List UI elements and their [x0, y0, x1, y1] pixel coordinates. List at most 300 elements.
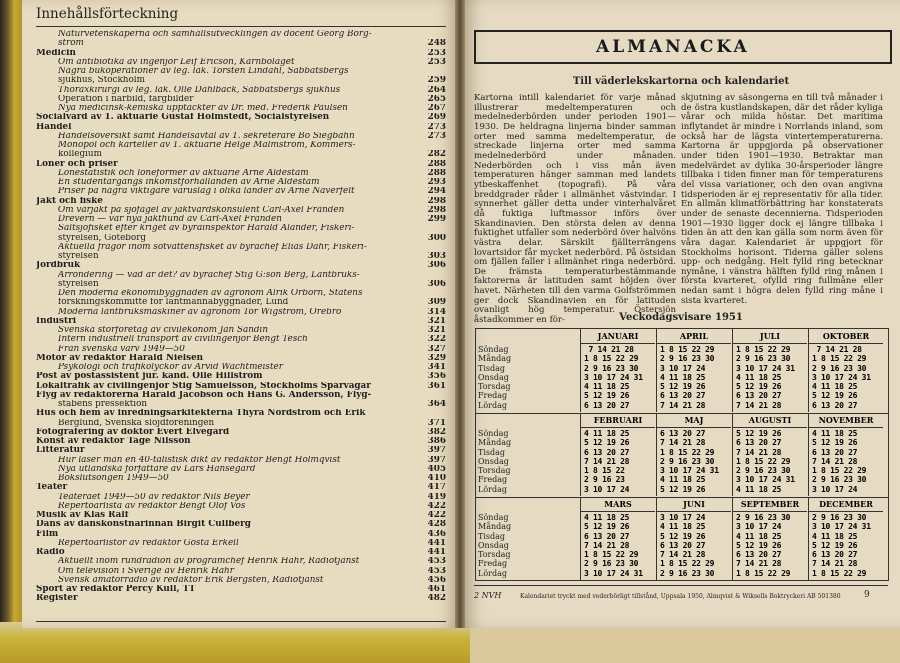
weekday-label: Fredag: [478, 391, 508, 401]
calendar-month: [732, 413, 807, 496]
toc-entry-page: 273: [427, 122, 446, 132]
toc-entry-page: 441: [427, 548, 446, 557]
weekday-label: Torsdag: [478, 550, 511, 560]
toc-entry-page: 329: [427, 353, 446, 363]
toc-entry-title: Medicin: [36, 48, 76, 58]
toc-entry-page: 422: [427, 501, 446, 511]
calendar-date-row: 4 11 18 25: [584, 382, 630, 392]
weekday-label: Lördag: [478, 400, 507, 410]
weekday-label: Måndag: [478, 438, 512, 448]
weekday-label: Söndag: [478, 345, 509, 354]
toc-entry-page: 309: [427, 298, 446, 308]
toc-entry-page: 356: [427, 372, 446, 382]
weekday-label: Tisdag: [478, 447, 506, 457]
calendar-month-dates: [581, 513, 655, 578]
almanac-text-column-1: Kartorna intill kalendariet för varje månad illustrerar medeltemperaturen och medelnederbörden under perioden 1901—1930. De heldragna linjerna binder samman orter med samma medeltemperatur, de streckade linjerna orter med samma medelnederbörd under månaden. Nederbörden och i viss mån även temperaturen hänger samman med landets ytbeskaffenhet (topografi). På våra breddgrader råder i allmänhet västvindar. I synnerhet gäller detta under vinterhalvåret då fuktiga luftmassor införs över Skandinavien. Den största delen av denna fuktighet utfaller som nederbörd över halvöns västra delar. Särskilt fjällterrängens lovartsidor får mycket nederbörd. På östsidan om fjällen faller i allmänhet ringa nederbörd. De främsta temperaturbestämmande faktorerna är latituden samt höjden över havet. Närheten till den varma Golfströmmen ger dock Skandinavien en för latituden ovanligt hög temperatur. Östersjön åstadkommer en för-: [474, 93, 676, 326]
toc-entry: [36, 280, 446, 289]
weekday-label: Lördag: [478, 484, 507, 494]
calendar-date-row: 5 12 19 26: [736, 540, 782, 550]
toc-entry-page: 417: [427, 483, 446, 493]
calendar-date-row: 3 10 17 24: [660, 363, 706, 373]
calendar-date-row: 4 11 18 25: [584, 513, 630, 522]
calendar-month: [580, 497, 655, 580]
calendar-date-row: 4 11 18 25: [812, 429, 858, 438]
toc-entry: [36, 483, 446, 492]
toc-entry-title: kollegium: [58, 150, 102, 160]
toc-entry-title: Berglund, Svenska slöjdföreningen: [58, 418, 215, 428]
toc-entry-title: Jakt och fiske: [36, 196, 103, 206]
toc-entry-page: 300: [427, 233, 446, 243]
toc-entry-page: 397: [427, 446, 446, 456]
calendar-date-row: 3 10 17 24: [736, 522, 782, 532]
calendar-date-row: 1 8 15 22 29: [812, 354, 867, 364]
toc-entry: [36, 335, 446, 344]
calendar-month: [808, 497, 883, 580]
toc-entry: [36, 160, 446, 169]
calendar-date-row: 1 8 15 22 29: [736, 345, 791, 354]
toc-entry: [36, 67, 446, 76]
footer-rule: [474, 585, 888, 586]
toc-entry-title: Några bukoperationer av leg. läk. Torsten Lindahl, Sabbatsbergs: [58, 67, 349, 76]
almanac-text-column-2: skjutning av säsongerna en till två månader i de östra kustlandskapen, där det råder kyliga vårar och milda höstar. Det maritima inflytandet är mindre i Norrlands inland, som också har de lägsta vintertemperaturerna. Kartorna är uppgjorda på observationer under tiden 1901—1930. Betraktar man medelvärdet av dylika 30-årsperioder längre tillbaka i tiden finner man för temperaturens del vissa variationer, och den ovan angivna tidsperioden är ej representativ för alla tider. En allmän klimatförbättring har konstaterats under de senaste decennierna. Tidsperioden 1901—1930 ligger dock ej längre tillbaka i tiden än att den kan gälla som norm även för våra dagar. Kalendariet är uppgjort för Stockholms horisont. Tiderna gäller solens upp- och nedgång. Helt fylld ring betecknar nymåne, i vänstra hälften fylld ring månen i första kvarteret, ofylld ring fullmåne eller nedan samt i högra delen fylld ring måne i sista kvarteret.: [681, 93, 883, 306]
calendar-date-row: 5 12 19 26: [660, 484, 706, 494]
toc-entry-page: 298: [427, 196, 446, 206]
calendar-date-row: 3 10 17 24 31: [736, 363, 795, 373]
toc-entry: [36, 49, 446, 58]
toc-entry-title: Om antibiotika av ingenjör Leif Ericson, Kärnbolaget: [58, 57, 295, 67]
calendar-date-row: 4 11 18 25: [812, 382, 858, 392]
toc-entry: [36, 446, 446, 455]
toc-bottom-rule: [36, 621, 446, 622]
toc-entry-page: 453: [427, 566, 446, 576]
toc-entry-title: Musik av Klas Ralf: [36, 511, 129, 520]
toc-entry-page: 371: [427, 418, 446, 428]
toc-entry-page: 382: [427, 427, 446, 437]
calendar-date-row: 5 12 19 26: [584, 438, 630, 448]
calendar-date-row: 4 11 18 25: [660, 522, 706, 532]
toc-entry-page: 453: [427, 557, 446, 567]
calendar-date-row: 2 9 16 23 30: [812, 363, 867, 373]
calendar-month-dates: [809, 513, 883, 578]
calendar-date-row: 3 10 17 24 31: [812, 372, 871, 382]
toc-entry-title: Arrondering — vad är det? av byråchef Stig G:son Berg, Lantbruks-: [58, 270, 360, 280]
calendar-date-row: 5 12 19 26: [812, 391, 858, 401]
toc-entry: [36, 113, 446, 122]
calendar-month-name: MARS: [581, 499, 655, 512]
calendar-date-row: 1 8 15 22 29: [736, 568, 791, 578]
calendar-date-row: 5 12 19 26: [584, 522, 630, 532]
calendar-date-row: 2 9 16 23 30: [736, 513, 791, 522]
page-number: 9: [864, 590, 870, 600]
toc-entry-page: 294: [427, 187, 446, 197]
toc-entry-title: Register: [36, 594, 78, 604]
calendar-date-row: 6 13 20 27: [660, 540, 706, 550]
toc-entry: [36, 289, 446, 298]
toc-entry-title: Svenska storföretag av civilekonom Jan Sandin: [58, 326, 269, 335]
toc-entry-title: Lönestatistik och löneformer av aktuarie Arne Aldestam: [58, 168, 309, 178]
toc-entry: [36, 419, 446, 428]
calendar-date-row: 7 14 21 28: [812, 456, 858, 466]
toc-entry-title: Fotografering av doktor Evert Elvegård: [36, 427, 230, 437]
toc-entry: [36, 354, 446, 363]
calendar-date-row: 2 9 16 23 30: [660, 354, 715, 364]
toc-entry-title: Motor av redaktör Harald Nielsen: [36, 353, 204, 363]
toc-entry-title: stabens pressektion: [58, 400, 148, 409]
calendar-date-row: 6 13 20 27: [736, 391, 782, 401]
toc-entry: [36, 456, 446, 465]
toc-entry-title: Priser på några viktigare varuslag i olika länder av Arne Näverfelt: [58, 187, 355, 197]
toc-entry-title: Flyg av redaktörerna Harald Jacobson och Hans G. Andersson, Flyg-: [36, 390, 372, 400]
calendar-date-row: 2 9 16 23: [584, 475, 625, 485]
calendar-month-name: JANUARI: [581, 331, 655, 344]
toc-entry-title: Om television i Sverige av Henrik Hahr: [58, 566, 234, 576]
calendar-month-dates: [581, 345, 655, 410]
toc-entry: [36, 520, 446, 529]
calendar-date-row: 3 10 17 24 31: [584, 372, 643, 382]
calendar-date-row: 1 8 15 22 29: [736, 456, 791, 466]
toc-entry-page: 428: [427, 520, 446, 530]
calendar-month: [732, 329, 807, 412]
calendar-month: [580, 413, 655, 496]
calendar-date-row: 2 9 16 23 30: [660, 456, 715, 466]
book-gutter: [455, 0, 465, 628]
toc-entry-title: ström: [58, 39, 84, 49]
toc-entry: [36, 363, 446, 372]
calendar-date-row: 5 12 19 26: [660, 382, 706, 392]
calendar-date-row: 1 8 15 22 29: [660, 559, 715, 569]
calendar-date-row: 3 10 17 24: [660, 513, 706, 522]
toc-entry: [36, 187, 446, 196]
calendar-date-row: 1 8 15 22: [584, 466, 625, 476]
calendar-month-dates: [733, 513, 807, 578]
toc-entry-page: 288: [427, 159, 446, 169]
toc-entry-title: En studentårgångs inkomstförhållanden av Arne Aldestam: [58, 178, 320, 187]
calendar-month: [656, 329, 731, 412]
toc-entry-title: Bokslutsongen 1949—50: [58, 474, 169, 483]
toc-entry: [36, 372, 446, 381]
toc-entry-title: Naturvetenskaperna och samhällsutvecklingen av docent Georg Borg-: [58, 30, 372, 39]
toc-entry-page: 364: [427, 400, 446, 409]
toc-entry-page: 436: [427, 529, 446, 539]
calendar-month-dates: [809, 429, 883, 494]
toc-entry: [36, 557, 446, 566]
toc-entry-page: 293: [427, 178, 446, 187]
toc-entry: [36, 206, 446, 215]
calendar-date-row: 5 12 19 26: [660, 531, 706, 541]
toc-entry-title: Operation i närbild, färgbilder: [58, 94, 194, 104]
toc-entry: [36, 576, 446, 585]
calendar-date-row: 1 8 15 22 29: [660, 447, 715, 457]
toc-entry: [36, 502, 446, 511]
toc-entry-page: 441: [427, 538, 446, 548]
calendar-date-row: 4 11 18 25: [660, 372, 706, 382]
toc-entry-title: Thoraxkirurgi av leg. läk. Olle Dahlbäck, Sabbatsbergs sjukhus: [58, 85, 341, 95]
calendar-month-name: SEPTEMBER: [733, 499, 807, 512]
weekday-label: Lördag: [478, 568, 507, 578]
toc-entry-page: 322: [427, 335, 446, 345]
calendar-month-name: AUGUSTI: [733, 415, 807, 428]
calendar-date-row: 7 14 21 28: [660, 438, 706, 448]
calendar-month-name: JULI: [733, 331, 807, 344]
calendar-date-row: 2 9 16 23 30: [584, 559, 639, 569]
toc-entry-title: Jordbruk: [36, 261, 81, 271]
calendar-date-row: 6 13 20 27: [812, 400, 858, 410]
toc-entry-title: Hur läser man en 40-talistisk dikt av redaktör Bengt Holmqvist: [58, 455, 341, 465]
toc-entry-page: 269: [427, 113, 446, 123]
toc-entry-page: 456: [427, 575, 446, 585]
toc-entry-page: 321: [427, 316, 446, 326]
toc-entry: [36, 39, 446, 48]
toc-header: Innehållsförteckning: [36, 6, 179, 22]
toc-entry-page: 386: [427, 437, 446, 446]
toc-entry-title: Handelsöversikt samt Handelsavtal av 1. sekreterare Bo Siegbahn: [58, 131, 355, 141]
toc-entry: [36, 132, 446, 141]
calendar-date-row: 6 13 20 27: [584, 531, 630, 541]
toc-entry: [36, 197, 446, 206]
toc-entry-page: 341: [427, 363, 446, 372]
calendar-date-row: 2 9 16 23 30: [660, 568, 715, 578]
toc-entry-title: Dans av danskonstnärinnan Birgit Cullberg: [36, 520, 251, 530]
toc-entry: [36, 493, 446, 502]
toc-entry: [36, 169, 446, 178]
toc-entry: [36, 539, 446, 548]
toc-entry-page: 299: [427, 215, 446, 224]
calendar-date-row: 1 8 15 22 29: [584, 354, 639, 364]
weekday-labels: [478, 513, 511, 578]
table-of-contents: [36, 30, 446, 622]
toc-entry: [36, 474, 446, 483]
toc-entry-title: Socialvård av 1. aktuarie Gustaf Holmstedt, Socialstyrelsen: [36, 113, 330, 123]
toc-entry-title: styrelsen, Göteborg: [58, 233, 147, 243]
toc-entry: [36, 409, 446, 418]
weekday-label: Tisdag: [478, 363, 506, 373]
toc-entry-title: Från svenska varv 1949—50: [58, 344, 185, 354]
weekday-label: Söndag: [478, 513, 509, 522]
calendar-month-name: FEBRUARI: [581, 415, 655, 428]
toc-entry-title: Post av postassistent jur. kand. Olle Hillström: [36, 372, 263, 382]
calendar-date-row: 1 8 15 22 29: [660, 345, 715, 354]
toc-entry-title: Teaterået 1949—50 av redaktör Nils Beyer: [58, 492, 250, 502]
calendar-date-row: 7 14 21 28: [660, 400, 706, 410]
calendar-date-row: 3 10 17 24 31: [736, 475, 795, 485]
calendar-month-dates: [733, 429, 807, 494]
toc-entry: [36, 298, 446, 307]
almanac-heading: ALMANACKA: [596, 37, 750, 57]
weekday-label: Torsdag: [478, 382, 511, 392]
toc-entry-page: 482: [427, 594, 446, 604]
calendar-date-row: 3 10 17 24: [812, 484, 858, 494]
calendar-date-row: 6 13 20 27: [660, 429, 706, 438]
weekday-label: Söndag: [478, 429, 509, 438]
calendar-date-row: 7 14 21 28: [736, 400, 782, 410]
calendar-month: [808, 413, 883, 496]
toc-entry-title: styrelsen: [58, 279, 99, 289]
weekday-label: Torsdag: [478, 466, 511, 476]
toc-entry-page: 461: [427, 585, 446, 594]
calendar-month-name: DECEMBER: [809, 499, 883, 512]
calendar-date-row: 6 13 20 27: [660, 391, 706, 401]
toc-entry-page: 288: [427, 168, 446, 178]
book-edge-bottom: [0, 622, 470, 663]
toc-entry: [36, 465, 446, 474]
toc-entry-title: Aktuellt inom rundradion av programchef Henrik Hahr, Radiotjänst: [58, 557, 360, 567]
toc-entry-title: Aktuella frågor inom sötvattensfisket av byråchef Elias Dahr, Fiskeri-: [58, 242, 367, 252]
toc-entry: [36, 345, 446, 354]
toc-entry: [36, 382, 446, 391]
toc-entry-title: Drevern — vår nya jakthund av Carl-Axel Frändén: [58, 215, 282, 224]
toc-entry-title: Intern industriell transport av civilingenjör Bengt Tesch: [58, 335, 308, 345]
toc-entry: [36, 86, 446, 95]
weekday-label: Tisdag: [478, 531, 506, 541]
almanac-heading-box: [474, 30, 892, 64]
toc-entry-title: Hus och hem av inredningsarkitekterna Thyra Nordström och Erik: [36, 409, 366, 419]
toc-entry-title: Moderna lantbruksmaskiner av agronom Tor Wigström, Örebro: [58, 307, 342, 317]
toc-entry-page: 273: [427, 131, 446, 141]
calendar-date-row: 5 12 19 26: [736, 382, 782, 392]
calendar-date-row: 6 13 20 27: [812, 447, 858, 457]
calendar-month-name: APRIL: [657, 331, 731, 344]
toc-entry: [36, 95, 446, 104]
toc-header-rule: [36, 26, 446, 27]
calendar-month: [656, 413, 731, 496]
toc-entry-title: Sport av redaktör Percy Kull, TT: [36, 585, 196, 594]
calendar-date-row: 1 8 15 22 29: [812, 568, 867, 578]
toc-entry: [36, 511, 446, 520]
almanac-subheading: Till väderlekskartorna och kalendariet: [572, 76, 790, 87]
calendar-date-row: 2 9 16 23 30: [812, 513, 867, 522]
calendar-date-row: 5 12 19 26: [812, 438, 858, 448]
calendar-month-dates: [657, 513, 731, 578]
toc-entry: [36, 437, 446, 446]
toc-entry-title: styrelsen: [58, 252, 99, 261]
calendar-date-row: 3 10 17 24: [584, 484, 630, 494]
toc-entry: [36, 141, 446, 150]
toc-entry-page: 298: [427, 205, 446, 215]
weekday-label: Fredag: [478, 559, 508, 569]
weekday-labels: [478, 429, 511, 494]
calendar-date-row: 7 14 21 28: [812, 559, 858, 569]
toc-entry: [36, 594, 446, 603]
toc-entry: [36, 567, 446, 576]
toc-entry-title: Om vårjakt på sjöfågel av jaktvårdskonsulent Carl-Axel Frändén: [58, 205, 345, 215]
calendar-date-row: 5 12 19 26: [736, 429, 782, 438]
calendar-date-row: 4 11 18 25: [660, 475, 706, 485]
toc-entry-page: 303: [427, 252, 446, 261]
weekday-label: Onsdag: [478, 456, 509, 466]
toc-entry: [36, 30, 446, 39]
calendar-date-row: 6 13 20 27: [584, 447, 630, 457]
calendar-date-row: 6 13 20 27: [584, 400, 630, 410]
calendar-month-dates: [733, 345, 807, 410]
toc-entry-title: Teater: [36, 483, 68, 493]
calendar-date-row: 6 13 20 27: [736, 550, 782, 560]
toc-entry: [36, 178, 446, 187]
toc-entry-title: Repertoarlistor av redaktör Gösta Erkell: [58, 538, 239, 548]
calendar-date-row: 4 11 18 25: [736, 484, 782, 494]
toc-entry: [36, 317, 446, 326]
toc-entry-title: Saltsjöfisket efter kriget av byråinspektör Harald Alander, Fiskeri-: [58, 224, 355, 234]
weekday-label: Fredag: [478, 475, 508, 485]
calendar-month-name: MAJ: [657, 415, 731, 428]
footer-imprint: Kalendariet tryckt med vederbörligt tillstånd, Uppsala 1950, Almqvist & Wiksells Boktryckeri AB 501380: [520, 593, 841, 600]
calendar-date-row: 7 14 21 28: [660, 550, 706, 560]
toc-entry-title: Löner och priser: [36, 159, 118, 169]
calendar-date-row: 1 8 15 22 29: [812, 466, 867, 476]
toc-entry: [36, 224, 446, 233]
toc-entry: [36, 271, 446, 280]
calendar-date-row: 1 8 15 22 29: [584, 550, 639, 560]
toc-entry-title: forskningskommitté för lantmannabyggnader, Lund: [58, 298, 289, 308]
calendar-date-row: 3 10 17 24 31: [660, 466, 719, 476]
toc-entry: [36, 215, 446, 224]
toc-entry: [36, 150, 446, 159]
calendar-date-row: 2 9 16 23 30: [736, 354, 791, 364]
calendar-month-dates: [581, 429, 655, 494]
calendar-month: [732, 497, 807, 580]
toc-entry: [36, 400, 446, 409]
toc-entry-page: 265: [427, 94, 446, 104]
calendar-date-row: 5 12 19 26: [584, 391, 630, 401]
toc-entry-title: Lokaltrafik av civilingenjör Stig Samuelsson, Stockholms Spårvägar: [36, 381, 371, 391]
calendar-date-row: 4 11 18 25: [736, 531, 782, 541]
footer-signature: 2 NVH: [474, 591, 502, 600]
toc-entry-title: Litteratur: [36, 446, 85, 456]
toc-entry-title: Radio: [36, 548, 65, 557]
toc-entry-title: Monopol och karteller av 1. aktuarie Helge Malmström, Kommers-: [58, 141, 356, 150]
toc-entry-page: 248: [427, 39, 446, 49]
toc-entry-page: 314: [427, 307, 446, 317]
toc-entry: [36, 243, 446, 252]
toc-entry-title: Film: [36, 529, 59, 539]
calendar-title: Veckodagsvisare 1951: [619, 312, 743, 323]
calendar-month-dates: [809, 345, 883, 410]
calendar-month: [580, 329, 655, 412]
toc-entry-page: 282: [427, 150, 446, 160]
toc-entry-page: 253: [427, 57, 446, 67]
toc-entry: [36, 548, 446, 557]
toc-entry-title: Psykologi och trafikolyckor av Arvid Wachtmeister: [58, 363, 283, 372]
toc-entry: [36, 261, 446, 270]
toc-entry-title: Svensk amatörradio av redaktör Erik Bergsten, Radiotjänst: [58, 575, 324, 585]
calendar-date-row: 7 14 21 28: [584, 345, 634, 354]
toc-entry: [36, 252, 446, 261]
calendar-month-dates: [657, 345, 731, 410]
toc-entry-title: Handel: [36, 122, 72, 132]
toc-entry: [36, 58, 446, 67]
calendar-date-row: 7 14 21 28: [736, 447, 782, 457]
calendar-date-row: 6 13 20 27: [736, 438, 782, 448]
toc-entry-page: 422: [427, 511, 446, 520]
calendar-date-row: 6 13 20 27: [812, 550, 858, 560]
toc-entry-page: 321: [427, 326, 446, 335]
toc-entry: [36, 234, 446, 243]
calendar-month-dates: [657, 429, 731, 494]
weekday-label: Måndag: [478, 354, 512, 364]
toc-entry: [36, 308, 446, 317]
toc-entry-title: sjukhus, Stockholm: [58, 76, 145, 86]
toc-entry-title: Konst av redaktör Tage Nilsson: [36, 437, 191, 446]
toc-entry-page: 306: [427, 261, 446, 271]
toc-entry-page: 306: [427, 279, 446, 289]
toc-entry-page: 419: [427, 492, 446, 502]
toc-entry: [36, 530, 446, 539]
toc-entry-page: 259: [427, 76, 446, 86]
toc-entry-page: 327: [427, 344, 446, 354]
toc-entry-page: 267: [427, 104, 446, 113]
weekday-label: Måndag: [478, 522, 512, 532]
calendar-month: [808, 329, 883, 412]
toc-entry: [36, 76, 446, 85]
